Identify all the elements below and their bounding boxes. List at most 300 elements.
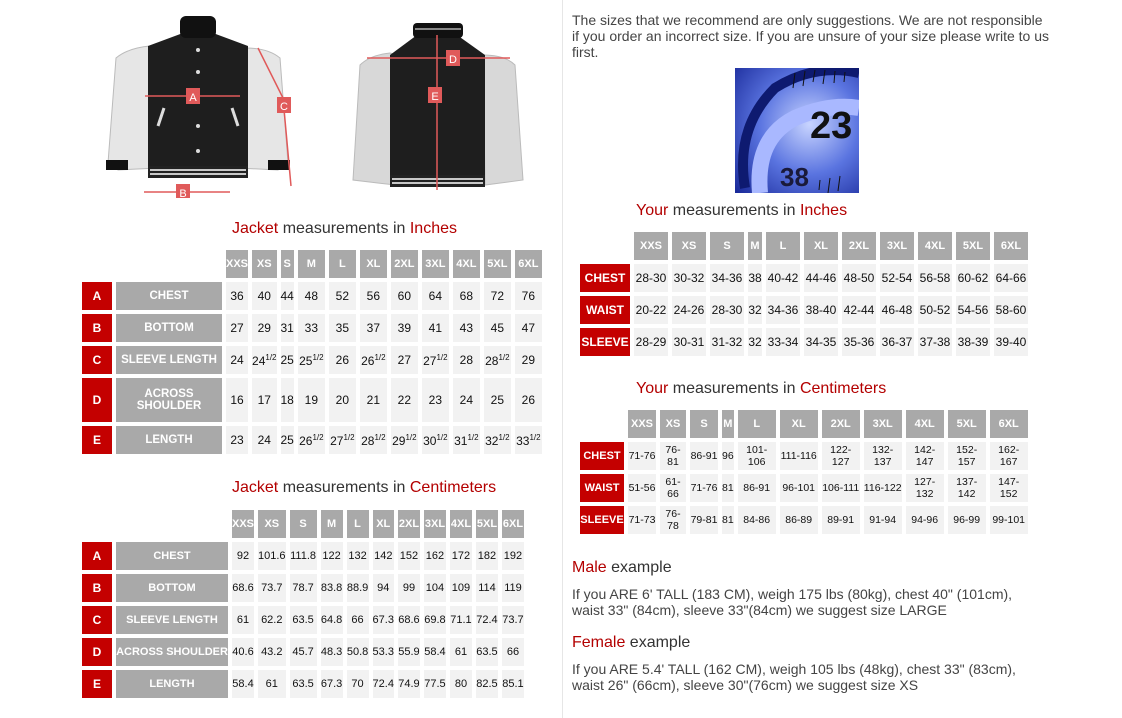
size-header: S <box>281 250 294 278</box>
size-header: S <box>290 510 317 538</box>
table-cell: 152 <box>398 542 420 570</box>
table-cell: 64-66 <box>994 264 1028 292</box>
table-cell: $28^{1/2}$ <box>360 426 387 454</box>
table-row <box>580 264 1028 292</box>
table-cell: 26 <box>329 346 356 374</box>
table-cell: 68.6 <box>232 574 254 602</box>
table-cell: 94 <box>373 574 394 602</box>
table-cell: 73.7 <box>502 606 524 634</box>
table-cell: 63.5 <box>290 606 317 634</box>
table-cell: 81 <box>722 506 734 534</box>
size-header: 2XL <box>822 410 860 438</box>
table-cell: 23 <box>226 426 248 454</box>
table-cell: 58.4 <box>232 670 254 698</box>
table-cell: 55.9 <box>398 638 420 666</box>
fraction-half: 1/2 <box>374 352 386 362</box>
row-label: LENGTH <box>116 670 228 698</box>
table-row <box>82 670 524 698</box>
table-cell: 34-36 <box>710 264 744 292</box>
table-cell: 45.7 <box>290 638 317 666</box>
table-cell: 96-99 <box>948 506 986 534</box>
table-cell: 119 <box>502 574 524 602</box>
table-cell: $25^{1/2}$ <box>298 346 325 374</box>
row-label: SLEEVE <box>580 506 624 534</box>
table-cell: 71-73 <box>628 506 656 534</box>
row-letter: B <box>82 574 112 602</box>
table-cell: 101-106 <box>738 442 776 470</box>
table-cell: $24^{1/2}$ <box>252 346 276 374</box>
row-label: WAIST <box>580 474 624 502</box>
size-header: XS <box>672 232 706 260</box>
table-cell: 50-52 <box>918 296 952 324</box>
size-header: M <box>298 250 325 278</box>
table-row <box>580 296 1028 324</box>
table-cell: 96-101 <box>780 474 818 502</box>
jacket-inches-table <box>78 246 546 458</box>
table-cell: 76-81 <box>660 442 686 470</box>
size-header: M <box>722 410 734 438</box>
row-label: CHEST <box>580 442 624 470</box>
table-cell: 40 <box>252 282 276 310</box>
row-label: LENGTH <box>116 426 222 454</box>
table-cell: 30-31 <box>672 328 706 356</box>
tape-measure-image <box>735 68 859 193</box>
table-cell: 61 <box>450 638 472 666</box>
table-cell: 114 <box>476 574 498 602</box>
table-cell: 28-30 <box>634 264 668 292</box>
table-cell: 94-96 <box>906 506 944 534</box>
tape-number-38: 38 <box>780 162 809 192</box>
table-cell: 48.3 <box>321 638 343 666</box>
table-row <box>580 328 1028 356</box>
empty-corner <box>580 410 624 438</box>
table-cell: $28^{1/2}$ <box>484 346 511 374</box>
table-cell: 54-56 <box>956 296 990 324</box>
table-row <box>82 638 524 666</box>
table-cell: 28-29 <box>634 328 668 356</box>
size-header: 4XL <box>906 410 944 438</box>
table-cell: 56-58 <box>918 264 952 292</box>
size-header: 3XL <box>424 510 446 538</box>
row-label: SLEEVE <box>580 328 630 356</box>
table-cell: 36 <box>226 282 248 310</box>
table-cell: $26^{1/2}$ <box>360 346 387 374</box>
table-cell: $32^{1/2}$ <box>484 426 511 454</box>
size-header: 3XL <box>864 410 902 438</box>
table-cell: 192 <box>502 542 524 570</box>
table-cell: 35-36 <box>842 328 876 356</box>
table-cell: 64 <box>422 282 449 310</box>
table-cell: $29^{1/2}$ <box>391 426 418 454</box>
table-cell: 39 <box>391 314 418 342</box>
table-cell: 122-127 <box>822 442 860 470</box>
table-cell: 52-54 <box>880 264 914 292</box>
table-cell: 111.8 <box>290 542 317 570</box>
row-label: ACROSS SHOULDER <box>116 378 222 422</box>
table-row <box>82 314 542 342</box>
size-header: M <box>748 232 762 260</box>
table-cell: 32 <box>748 328 762 356</box>
table-cell: 27 <box>226 314 248 342</box>
fraction-half: 1/2 <box>312 352 324 362</box>
table-cell: 71-76 <box>628 442 656 470</box>
row-label: WAIST <box>580 296 630 324</box>
header-row <box>82 510 524 538</box>
table-cell: 18 <box>281 378 294 422</box>
row-letter: D <box>82 638 112 666</box>
jacket-back-illustration <box>345 15 530 195</box>
table-cell: 28 <box>453 346 480 374</box>
row-letter: C <box>82 346 112 374</box>
table-cell: 48-50 <box>842 264 876 292</box>
table-cell: 46-48 <box>880 296 914 324</box>
table-cell: 61-66 <box>660 474 686 502</box>
row-letter: B <box>82 314 112 342</box>
table-cell: 43.2 <box>258 638 286 666</box>
table-cell: 162-167 <box>990 442 1028 470</box>
female-example-text: If you ARE 5.4' TALL (162 CM), weigh 105 lbs (48kg), chest 33" (83cm), waist 26" (66cm), sleeve 30"(76cm) we suggest size XS <box>572 661 1016 693</box>
table-cell: 16 <box>226 378 248 422</box>
table-cell: 67.3 <box>321 670 343 698</box>
table-cell: 99-101 <box>990 506 1028 534</box>
row-label: SLEEVE LENGTH <box>116 606 228 634</box>
row-label: CHEST <box>116 282 222 310</box>
table-cell: 132-137 <box>864 442 902 470</box>
fraction-half: 1/2 <box>405 432 417 442</box>
table-cell: 42-44 <box>842 296 876 324</box>
header-row <box>580 232 1028 260</box>
table-cell: 61 <box>232 606 254 634</box>
size-header: 6XL <box>990 410 1028 438</box>
table-cell: 152-157 <box>948 442 986 470</box>
table-cell: 137-142 <box>948 474 986 502</box>
row-label: CHEST <box>116 542 228 570</box>
table-cell: 53.3 <box>373 638 394 666</box>
table-cell: 45 <box>484 314 511 342</box>
table-cell: 58.4 <box>424 638 446 666</box>
table-cell: $26^{1/2}$ <box>298 426 325 454</box>
jacket-inches-title: Jacket measurements in Inches <box>232 220 457 237</box>
table-cell: 142 <box>373 542 394 570</box>
table-cell: 72 <box>484 282 511 310</box>
row-letter: A <box>82 542 112 570</box>
empty-corner <box>82 510 112 538</box>
table-row <box>82 378 542 422</box>
table-cell: 92 <box>232 542 254 570</box>
table-cell: 35 <box>329 314 356 342</box>
row-letter: E <box>82 670 112 698</box>
table-cell: 43 <box>453 314 480 342</box>
table-cell: 72.4 <box>476 606 498 634</box>
size-header: XS <box>258 510 286 538</box>
your-inches-table <box>576 228 1032 360</box>
table-cell: 31-32 <box>710 328 744 356</box>
table-row <box>82 346 542 374</box>
label-d: D <box>449 54 457 66</box>
your-inches-title: Your measurements in Inches <box>636 202 848 219</box>
table-cell: 47 <box>515 314 542 342</box>
table-cell: 60 <box>391 282 418 310</box>
table-cell: 122 <box>321 542 343 570</box>
table-row <box>82 542 524 570</box>
fraction-half: 1/2 <box>374 432 386 442</box>
empty-corner <box>116 510 228 538</box>
table-cell: $31^{1/2}$ <box>453 426 480 454</box>
table-row <box>82 574 524 602</box>
table-cell: 32 <box>748 296 762 324</box>
size-header: XL <box>780 410 818 438</box>
disclaimer-text: The sizes that we recommend are only suggestions. We are not responsible if you order an incorrect size. If you are unsure of your size please write to us first. <box>572 12 1050 60</box>
male-example-title: Male example <box>572 559 672 576</box>
table-cell: 71.1 <box>450 606 472 634</box>
table-cell: 72.4 <box>373 670 394 698</box>
table-cell: 51-56 <box>628 474 656 502</box>
table-cell: 28-30 <box>710 296 744 324</box>
size-header: 3XL <box>880 232 914 260</box>
table-cell: 67.3 <box>373 606 394 634</box>
table-cell: 80 <box>450 670 472 698</box>
table-cell: 70 <box>347 670 369 698</box>
empty-corner <box>580 232 630 260</box>
size-header: L <box>347 510 369 538</box>
table-row <box>82 282 542 310</box>
table-cell: 182 <box>476 542 498 570</box>
size-header: S <box>710 232 744 260</box>
fraction-half: 1/2 <box>312 432 324 442</box>
table-cell: 68 <box>453 282 480 310</box>
table-cell: 33-34 <box>766 328 800 356</box>
table-cell: 44-46 <box>804 264 838 292</box>
table-cell: 26 <box>515 378 542 422</box>
table-cell: 111-116 <box>780 442 818 470</box>
size-header: XL <box>373 510 394 538</box>
table-cell: 58-60 <box>994 296 1028 324</box>
table-cell: $27^{1/2}$ <box>329 426 356 454</box>
size-header: M <box>321 510 343 538</box>
jacket-cm-title: Jacket measurements in Centimeters <box>232 479 497 496</box>
label-b: B <box>179 188 187 198</box>
table-cell: 40-42 <box>766 264 800 292</box>
table-cell: 40.6 <box>232 638 254 666</box>
table-cell: 24-26 <box>672 296 706 324</box>
fraction-half: 1/2 <box>343 432 355 442</box>
table-cell: 29 <box>515 346 542 374</box>
table-cell: 34-36 <box>766 296 800 324</box>
table-cell: $33^{1/2}$ <box>515 426 542 454</box>
row-label: ACROSS SHOULDER <box>116 638 228 666</box>
panel-divider <box>562 0 563 718</box>
table-cell: 38 <box>748 264 762 292</box>
size-header: 5XL <box>476 510 498 538</box>
table-cell: 52 <box>329 282 356 310</box>
table-cell: 86-91 <box>690 442 718 470</box>
table-cell: 86-89 <box>780 506 818 534</box>
table-cell: 25 <box>484 378 511 422</box>
jacket-front-illustration <box>88 8 308 198</box>
size-header: 6XL <box>994 232 1028 260</box>
size-header: XL <box>804 232 838 260</box>
table-row <box>580 506 1028 534</box>
table-cell: 37 <box>360 314 387 342</box>
table-cell: 24 <box>252 426 276 454</box>
table-cell: 127-132 <box>906 474 944 502</box>
table-cell: 76-78 <box>660 506 686 534</box>
size-header: 5XL <box>484 250 511 278</box>
table-cell: 88.9 <box>347 574 369 602</box>
row-label: BOTTOM <box>116 574 228 602</box>
table-cell: 73.7 <box>258 574 286 602</box>
table-cell: 60-62 <box>956 264 990 292</box>
table-cell: 104 <box>424 574 446 602</box>
table-cell: 17 <box>252 378 276 422</box>
size-header: L <box>329 250 356 278</box>
table-cell: 36-37 <box>880 328 914 356</box>
table-cell: 24 <box>453 378 480 422</box>
table-cell: 27 <box>391 346 418 374</box>
table-cell: 162 <box>424 542 446 570</box>
size-header: 4XL <box>450 510 472 538</box>
table-cell: 147-152 <box>990 474 1028 502</box>
table-cell: 50.8 <box>347 638 369 666</box>
size-header: 6XL <box>515 250 542 278</box>
table-cell: 116-122 <box>864 474 902 502</box>
table-cell: 86-91 <box>738 474 776 502</box>
size-header: XS <box>660 410 686 438</box>
header-row <box>580 410 1028 438</box>
table-row <box>580 442 1028 470</box>
tape-number-23: 23 <box>810 105 853 147</box>
table-cell: 29 <box>252 314 276 342</box>
table-cell: 19 <box>298 378 325 422</box>
table-cell: 44 <box>281 282 294 310</box>
size-header: 2XL <box>398 510 420 538</box>
table-cell: 83.8 <box>321 574 343 602</box>
label-c: C <box>280 101 288 113</box>
table-cell: 20-22 <box>634 296 668 324</box>
size-header: XXS <box>232 510 254 538</box>
table-cell: 23 <box>422 378 449 422</box>
size-header: S <box>690 410 718 438</box>
row-label: CHEST <box>580 264 630 292</box>
table-cell: 78.7 <box>290 574 317 602</box>
size-header: L <box>766 232 800 260</box>
table-cell: 30-32 <box>672 264 706 292</box>
table-cell: 172 <box>450 542 472 570</box>
fraction-half: 1/2 <box>265 352 277 362</box>
table-cell: 69.8 <box>424 606 446 634</box>
fraction-half: 1/2 <box>436 352 448 362</box>
table-cell: 101.6 <box>258 542 286 570</box>
table-cell: 56 <box>360 282 387 310</box>
table-cell: 63.5 <box>290 670 317 698</box>
table-cell: 79-81 <box>690 506 718 534</box>
empty-corner <box>116 250 222 278</box>
size-header: 4XL <box>918 232 952 260</box>
size-header: 2XL <box>842 232 876 260</box>
table-cell: 132 <box>347 542 369 570</box>
table-cell: 63.5 <box>476 638 498 666</box>
table-cell: 81 <box>722 474 734 502</box>
table-cell: 142-147 <box>906 442 944 470</box>
your-cm-table <box>576 406 1032 538</box>
table-cell: 25 <box>281 346 294 374</box>
table-cell: 82.5 <box>476 670 498 698</box>
table-cell: $30^{1/2}$ <box>422 426 449 454</box>
male-example-text: If you ARE 6' TALL (183 CM), weigh 175 lbs (80kg), chest 40" (101cm), waist 33" (84cm), sleeve 33"(84cm) we suggest size LARGE <box>572 586 1013 618</box>
size-header: 5XL <box>956 232 990 260</box>
table-cell: 71-76 <box>690 474 718 502</box>
row-letter: A <box>82 282 112 310</box>
table-row <box>580 474 1028 502</box>
size-header: L <box>738 410 776 438</box>
fraction-half: 1/2 <box>498 432 510 442</box>
size-header: XXS <box>628 410 656 438</box>
size-header: XXS <box>226 250 248 278</box>
female-example-title: Female example <box>572 634 691 651</box>
row-letter: E <box>82 426 112 454</box>
table-row <box>82 426 542 454</box>
table-cell: 76 <box>515 282 542 310</box>
table-cell: 39-40 <box>994 328 1028 356</box>
size-header: 3XL <box>422 250 449 278</box>
table-cell: $27^{1/2}$ <box>422 346 449 374</box>
table-cell: 41 <box>422 314 449 342</box>
label-a: A <box>189 92 197 104</box>
table-cell: 64.8 <box>321 606 343 634</box>
size-header: 5XL <box>948 410 986 438</box>
fraction-half: 1/2 <box>436 432 448 442</box>
table-cell: 20 <box>329 378 356 422</box>
table-cell: 106-111 <box>822 474 860 502</box>
label-e: E <box>431 91 439 103</box>
table-cell: 38-40 <box>804 296 838 324</box>
table-cell: 84-86 <box>738 506 776 534</box>
table-row <box>82 606 524 634</box>
row-letter: C <box>82 606 112 634</box>
row-letter: D <box>82 378 112 422</box>
jacket-cm-table <box>78 506 528 702</box>
fraction-half: 1/2 <box>529 432 541 442</box>
table-cell: 34-35 <box>804 328 838 356</box>
row-label: SLEEVE LENGTH <box>116 346 222 374</box>
table-cell: 24 <box>226 346 248 374</box>
table-cell: 33 <box>298 314 325 342</box>
table-cell: 61 <box>258 670 286 698</box>
table-cell: 89-91 <box>822 506 860 534</box>
table-cell: 38-39 <box>956 328 990 356</box>
table-cell: 68.6 <box>398 606 420 634</box>
table-cell: 99 <box>398 574 420 602</box>
empty-corner <box>82 250 112 278</box>
size-header: XXS <box>634 232 668 260</box>
table-cell: 62.2 <box>258 606 286 634</box>
table-cell: 109 <box>450 574 472 602</box>
table-cell: 21 <box>360 378 387 422</box>
table-cell: 37-38 <box>918 328 952 356</box>
size-header: 6XL <box>502 510 524 538</box>
table-cell: 77.5 <box>424 670 446 698</box>
table-cell: 66 <box>502 638 524 666</box>
table-cell: 66 <box>347 606 369 634</box>
table-cell: 85.1 <box>502 670 524 698</box>
size-header: XL <box>360 250 387 278</box>
table-cell: 91-94 <box>864 506 902 534</box>
row-label: BOTTOM <box>116 314 222 342</box>
fraction-half: 1/2 <box>467 432 479 442</box>
header-row <box>82 250 542 278</box>
fraction-half: 1/2 <box>498 352 510 362</box>
table-cell: 74.9 <box>398 670 420 698</box>
